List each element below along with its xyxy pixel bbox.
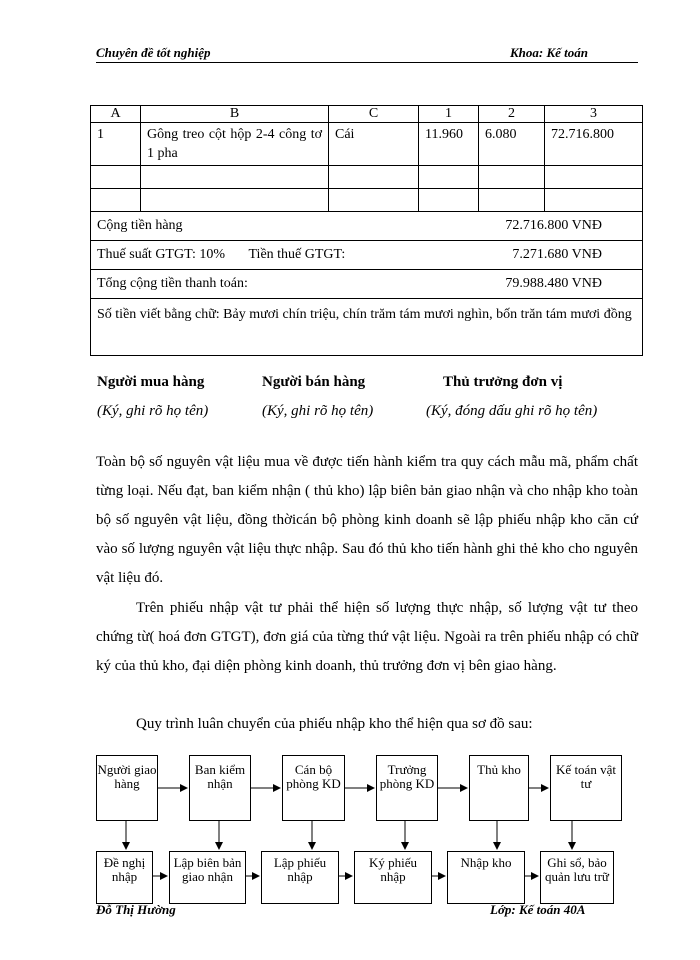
flow-box-truong-phong-kd: Trưởng phòng KD — [376, 755, 438, 821]
flow-box-nhap-kho: Nhập kho — [447, 851, 525, 904]
cell-amount: 72.716.800 — [545, 123, 643, 166]
flow-box-thu-kho: Thủ kho — [469, 755, 529, 821]
subtotal-value: 72.716.800 VNĐ — [505, 218, 602, 233]
total-value: 79.988.480 VNĐ — [505, 276, 602, 291]
vat-rate-label: Thuế suất GTGT: 10% — [97, 247, 225, 262]
signature-title-head: Thủ trưởng đơn vị — [443, 374, 563, 390]
paragraph-2: Trên phiếu nhập vật tư phải thể hiện số lượng thực nhập, số lượng vật tư theo chứng từ( hoá đơn GTGT), đơn giá của từng thứ vật liệu. Ngoài ra trên phiếu nhập có chữ ký của thủ kho, đại diện phòng kinh doanh, thủ trưởng đơn vị bên giao hàng. — [96, 600, 638, 674]
cell-item-name: Gông treo cột hộp 2-4 công tơ 1 pha — [141, 123, 329, 166]
signature-title-seller: Người bán hàng — [262, 374, 366, 390]
signature-note-buyer: (Ký, ghi rõ họ tên) — [97, 403, 209, 419]
header-left: Chuyên đề tốt nghiệp — [96, 45, 211, 60]
column-header: B — [141, 106, 329, 123]
amount-in-words: Số tiền viết bằng chữ: Bảy mươi chín triệu, chín trăm tám mươi nghìn, bốn trăn tám mươi đồng — [91, 299, 643, 356]
signature-note-head: (Ký, đóng dấu ghi rõ họ tên) — [426, 403, 598, 419]
flow-box-ky-phieu-nhap: Ký phiếu nhập — [354, 851, 432, 904]
total-label: Tổng cộng tiền thanh toán: — [97, 276, 248, 291]
flow-box-lap-phieu-nhap: Lập phiếu nhập — [261, 851, 339, 904]
cell-unit: Cái — [329, 123, 419, 166]
flow-box-ke-toan-vat-tu: Kế toán vật tư — [550, 755, 622, 821]
signature-title-buyer: Người mua hàng — [97, 374, 205, 390]
flow-box-nguoi-giao-hang: Người giao hàng — [96, 755, 158, 821]
cell-price: 6.080 — [479, 123, 545, 166]
subtotal-label: Cộng tiền hàng — [97, 218, 183, 233]
vat-amount-label: Tiền thuế GTGT: — [248, 247, 346, 262]
paragraph-1: Toàn bộ số nguyên vật liệu mua về được tiến hành kiểm tra quy cách mẫu mã, phẩm chất từng loại. Nếu đạt, ban kiểm nhận ( thủ kho) lập biên bản giao nhận và cho nhập kho toàn bộ số nguyên vật liệu, đồng thờicán bộ phòng kinh doanh sẽ lập phiếu nhập kho căn cứ vào số lượng nguyên vật liệu thực nhập. Sau đó thủ kho tiến hành ghi thẻ kho cho nguyên vật liệu đó. — [96, 454, 638, 586]
column-header: 2 — [479, 106, 545, 123]
flow-box-can-bo-phong-kd: Cán bộ phòng KD — [282, 755, 345, 821]
footer-left: Đỗ Thị Hường — [96, 902, 176, 917]
column-header: A — [91, 106, 141, 123]
flow-box-lap-bien-ban: Lập biên bản giao nhận — [169, 851, 246, 904]
signature-note-seller: (Ký, ghi rõ họ tên) — [262, 403, 374, 419]
cell-stt: 1 — [91, 123, 141, 166]
column-header: 1 — [419, 106, 479, 123]
flow-box-de-nghi-nhap: Đề nghị nhập — [96, 851, 153, 904]
column-header: C — [329, 106, 419, 123]
flow-box-ban-kiem-nhan: Ban kiểm nhận — [189, 755, 251, 821]
paragraph-3: Quy trình luân chuyển của phiếu nhập kho thể hiện qua sơ đồ sau: — [136, 716, 533, 732]
header-right: Khoa: Kế toán — [510, 45, 589, 60]
column-header: 3 — [545, 106, 643, 123]
vat-value: 7.271.680 VNĐ — [512, 247, 602, 262]
cell-quantity: 11.960 — [419, 123, 479, 166]
flow-box-ghi-so: Ghi sổ, bảo quản lưu trữ — [540, 851, 614, 904]
footer-right: Lớp: Kế toán 40A — [490, 902, 586, 917]
